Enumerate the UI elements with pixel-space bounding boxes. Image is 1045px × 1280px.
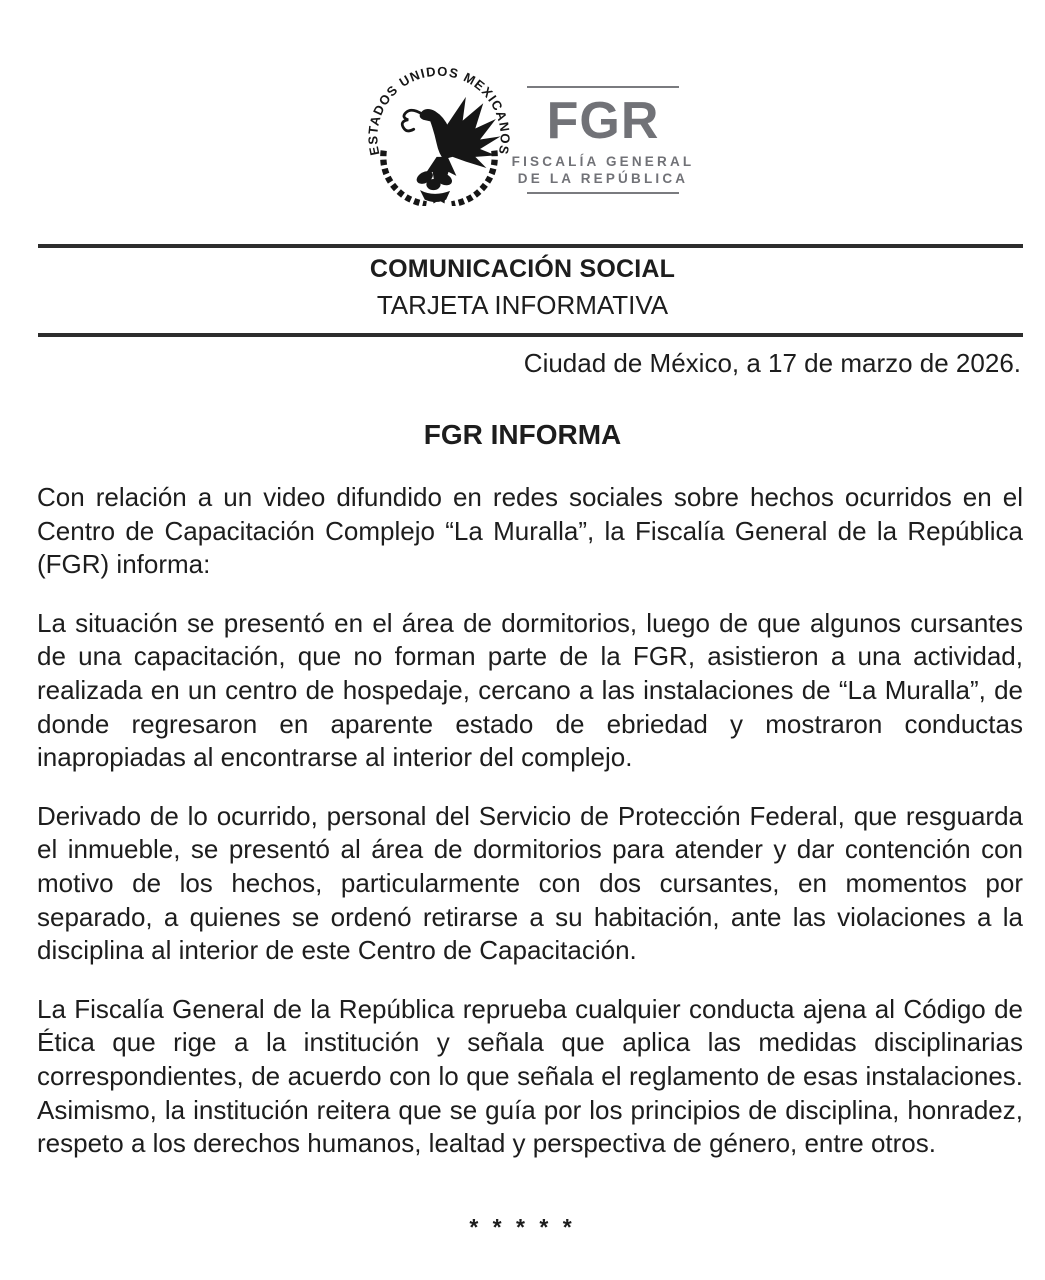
emblem-arc-text: ESTADOS UNIDOS MEXICANOS (365, 63, 513, 157)
wordmark-top-rule (527, 86, 679, 88)
fgr-subtitle-line1: FISCALÍA GENERAL (511, 154, 695, 169)
paragraph-4: La Fiscalía General de la República reprueba cualquier conducta ajena al Código de Ética que rige a la institución y señala que aplica las medidas disciplinarias correspondientes, de acuerdo con lo que señala el reglamento de esas instalaciones. Asimismo, la institución reitera que se guía por los principios de disciplina, honradez, respeto a los derechos humanos, lealtad y perspectiva de género, entre otros. (37, 993, 1023, 1159)
fgr-logo-text: FGR (546, 92, 660, 150)
top-divider-rule (38, 244, 1023, 248)
paragraph-1: Con relación a un video difundido en redes sociales sobre hechos ocurridos en el Centro de Capacitación Complejo “La Muralla”, la Fiscalía General de la República (FGR) informa: (37, 482, 1023, 580)
wordmark-bottom-rule (527, 192, 679, 194)
paragraph-3: Derivado de lo ocurrido, personal del Servicio de Protección Federal, que resguarda el inmueble, se presentó al área de dormitorios para atender y dar contención con motivo de los hechos, particularmente con dos cursantes, en momentos por separado, a quienes se ordenó retirarse a su habitación, ante las violaciones a la disciplina al interior de este Centro de Capacitación. (37, 800, 1023, 966)
mexican-coat-of-arms-icon (360, 62, 518, 206)
document-type-heading: TARJETA INFORMATIVA (376, 290, 669, 320)
paragraph-2: La situación se presentó en el área de dormitorios, luego de que algunos cursantes de una capacitación, que no forman parte de la FGR, asistieron a una actividad, realizada en un centro de hospedaje, cercano a las instalaciones de “La Muralla”, de donde regresaron en aparente estado de ebriedad y mostraron conductas inapropiadas al encontrarse al interior del complejo. (37, 607, 1023, 773)
page-title: FGR INFORMA (423, 419, 622, 450)
document-header (0, 254, 1045, 320)
fgr-subtitle-line2: DE LA REPÚBLICA (517, 171, 689, 186)
end-separator: * * * * * (469, 1214, 576, 1240)
document-body (37, 481, 1023, 1186)
dateline: Ciudad de México, a 17 de marzo de 2026. (523, 348, 1021, 378)
fgr-wordmark (511, 86, 695, 194)
bottom-divider-rule (38, 333, 1023, 337)
section-heading: COMUNICACIÓN SOCIAL (369, 255, 676, 283)
